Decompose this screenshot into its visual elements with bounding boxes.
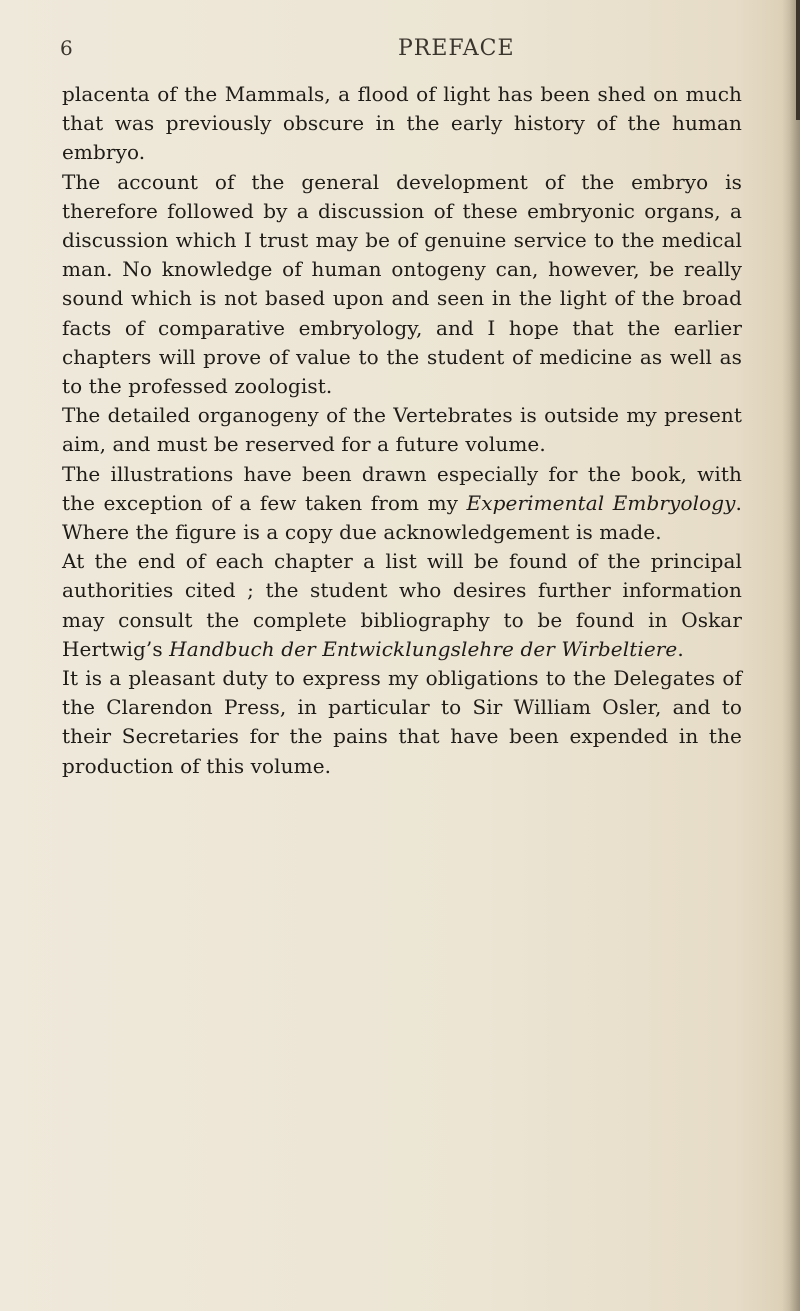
paragraph-6: It is a pleasant duty to express my obligations to the Delegates of the Clarendon Press, in particular to Sir William Osler, and to their Secretaries for the pains that have been expended in the production of this volume. — [62, 666, 742, 778]
paragraph-5-text-after: . — [677, 636, 684, 661]
body-text — [62, 80, 742, 781]
paragraph-3: The detailed organogeny of the Vertebrates is outside my present aim, and must be reserved for a future volume. — [62, 403, 742, 457]
running-head: PREFACE — [398, 36, 515, 61]
book-title-handbuch: Handbuch der Entwicklungslehre der Wirbeltiere — [169, 636, 678, 661]
paragraph-4-text-after: . Where the figure is a copy due acknowledgement is made. — [62, 490, 742, 545]
page-edge-shadow — [782, 0, 800, 1311]
paragraph-4-text-before: The illustrations have been drawn especially for the book, with the exception of a few taken from my — [62, 461, 742, 515]
paragraph-5-text-before: At the end of each chapter a list will be found of the principal authorities cited ; the student who desires further information may consult the complete bibliography to be found in Oskar Hertwig’s — [62, 549, 742, 661]
paragraph-4 — [62, 460, 742, 548]
paragraph-1: placenta of the Mammals, a flood of light has been shed on much that was previously obscure in the early history of the human embryo. — [62, 82, 742, 165]
book-title-experimental-embryology: Experimental Embryology — [466, 490, 736, 515]
page-edge-binding — [796, 0, 800, 120]
paragraph-2: The account of the general development of the embryo is therefore followed by a discussion of these embryonic organs, a discussion which I trust may be of genuine service to the medical man. No knowledge of human ontogeny can, however, be really sound which is not based upon and seen in the light of the broad facts of comparative embryology, and I hope that the earlier chapters will prove of value to the student of medicine as well as to the professed zoologist. — [62, 169, 742, 399]
paragraph-5 — [62, 547, 742, 664]
page-number: 6 — [60, 36, 73, 60]
page-header — [60, 36, 760, 68]
